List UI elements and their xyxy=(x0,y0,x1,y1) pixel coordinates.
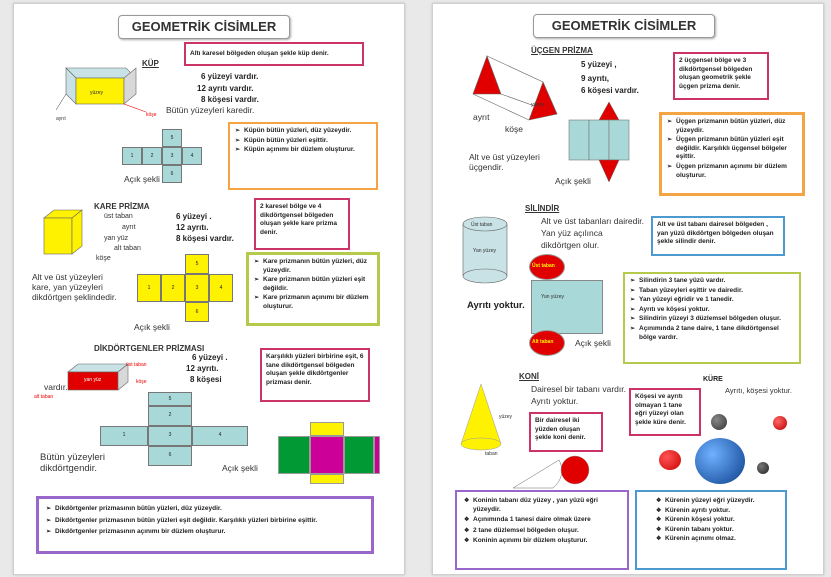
net-cell: 2 xyxy=(148,406,192,426)
kare-desc-3: dikdörtgen şeklindedir. xyxy=(32,292,117,302)
fact-item: ➢ Taban yüzeyleri eşittir ve dairedir. xyxy=(639,287,795,296)
dik-line-3: 8 köşesi xyxy=(190,375,222,384)
net-cell xyxy=(344,436,374,474)
fact-item: ➢ Kare prizmanın bütün yüzleri eşit değildir. xyxy=(263,276,373,293)
fact-item: ➢ Küpün açınımı bir düzlem oluşturur. xyxy=(244,146,372,155)
silindir-desc-2: Yan yüz açılınca xyxy=(541,228,603,238)
dik-definition: Karşılıklı yüzleri birbirine eşit, 6 tane dikdörtgensel bölgeden oluşan şekle dikdörtgenler prizması denir. xyxy=(266,353,364,386)
koni-desc-2: Ayrıtı yoktur. xyxy=(531,396,579,406)
fact-item: ❖ Koninin tabanı düz yüzey , yan yüzü eğri yüzeydir. xyxy=(473,497,621,514)
koni-heading: KONİ xyxy=(519,372,539,381)
right-page xyxy=(432,3,824,575)
fact-item: ➢ Ayrıtı ve köşesi yoktur. xyxy=(639,306,795,315)
dik-line-2: 12 ayrıtı. xyxy=(186,364,219,373)
net-cell: 4 xyxy=(192,426,248,446)
fact-item: ❖ Açınımında 1 tanesi daire olmak üzere xyxy=(473,516,621,525)
silindir-label-ust: Üst taban xyxy=(471,222,493,228)
koni-definition-box xyxy=(529,412,603,452)
ucgen-label-kose: köşe xyxy=(505,124,523,134)
net-cell: 1 xyxy=(100,426,148,446)
kup-label-kose: köşe xyxy=(146,112,157,118)
silindir-facts-box xyxy=(623,272,801,364)
ucgen-line-3: 6 köşesi vardır. xyxy=(581,86,639,95)
kare-facts-box xyxy=(246,252,380,326)
dik-label-yan: yan yüz xyxy=(84,377,102,383)
ucgen-line-2: 9 ayrıtı, xyxy=(581,74,610,83)
ucgen-prizma-net xyxy=(569,102,649,186)
dik-facts-box xyxy=(36,496,374,554)
fact-item: ❖ Koninin açınımı bir düzlem oluşturur. xyxy=(473,537,621,546)
dik-definition-box xyxy=(260,348,370,402)
net-cell: 5 xyxy=(162,129,182,147)
koni-label-yuzey: yüzey xyxy=(499,414,513,420)
koni-definition: Bir dairesel iki yüzden oluşan şekle koni denir. xyxy=(535,417,586,442)
fact-item: ➢ Küpün bütün yüzleri eşittir. xyxy=(244,137,372,146)
net-cell xyxy=(278,436,310,474)
ucgen-facts-box xyxy=(659,112,805,196)
net-cell: 2 xyxy=(142,147,162,165)
kure-facts-box xyxy=(635,490,787,570)
koni-3d-figure xyxy=(461,384,501,454)
kare-desc-2: kare, yan yüzeyleri xyxy=(32,282,103,292)
net-cell: 3 xyxy=(162,147,182,165)
koni-facts-box xyxy=(455,490,629,570)
kup-heading: KÜP xyxy=(142,59,159,68)
net-cell xyxy=(374,436,380,474)
fact-item: ➢ Dikdörtgenler prizmasının bütün yüzleri, düz yüzeydir. xyxy=(55,505,365,514)
kare-label-alt: alt taban xyxy=(114,245,141,252)
ucgen-desc-2: üçgendir. xyxy=(469,162,504,172)
net-cell: 3 xyxy=(185,274,209,302)
fact-item: ➢ Kare prizmanın bütün yüzleri, düz yüzeydir. xyxy=(263,258,373,275)
kup-definition: Altı kareseI bölgeden oluşan şekle küp denir. xyxy=(190,50,329,57)
kup-line-1: 6 yüzeyi vardır. xyxy=(201,72,259,81)
kare-acik-sekli: Açık şekli xyxy=(134,322,170,332)
kare-label-kose: köşe xyxy=(96,255,111,262)
fact-item: ➢ Üçgen prizmanın bütün yüzleri eşit değildir. Karşılıklı üçgensel bölgeler eşittir. xyxy=(676,136,798,162)
page-title: GEOMETRİK CİSİMLER xyxy=(118,15,290,39)
dik-label-ust: üst taban xyxy=(126,362,147,368)
ucgen-label-yuzey: yüzey xyxy=(531,102,545,108)
silindir-definition: Alt ve üst tabanı dairesel bölgeden , yan yüzü dikdörtgen bölgeden oluşan şekle silindir denir. xyxy=(657,221,774,246)
dik-label-kose: köşe xyxy=(136,379,147,385)
fact-item: ➢ Yan yüzeyi eğridir ve 1 tanedir. xyxy=(639,296,795,305)
net-cell: 1 xyxy=(137,274,161,302)
kare-line-2: 12 ayrıtı. xyxy=(176,223,209,232)
ucgen-definition: 2 üçgensel bölge ve 3 dikdörtgensel bölgeden oluşan geometrik şekle üçgen prizma denir. xyxy=(679,57,753,90)
net-cell xyxy=(310,422,344,436)
kure-desc: Ayrıtı, köşesi yoktur. xyxy=(725,386,792,395)
kup-label-ayrit: ayrıt xyxy=(56,116,66,122)
ucgen-definition-box xyxy=(673,52,769,100)
ucgen-prizma-3d-figure xyxy=(473,54,563,120)
fact-item: ➢ Silindirin 3 tane yüzü vardır. xyxy=(639,277,795,286)
net-cell: 5 xyxy=(148,392,192,406)
dik-desc-2: dikdörtgendir. xyxy=(40,463,98,474)
fact-item: ➢ Açınımında 2 tane daire, 1 tane dikdörtgensel bölge vardır. xyxy=(639,325,795,342)
sphere-red xyxy=(659,450,681,470)
dik-desc-1: Bütün yüzeyleri xyxy=(40,452,105,463)
net-cell xyxy=(310,436,344,474)
dik-line-1: 6 yüzeyi . xyxy=(192,353,228,362)
kare-label-ust: üst taban xyxy=(104,213,133,220)
ucgen-label-ayrit: ayrıt xyxy=(473,112,490,122)
kare-line-1: 6 yüzeyi . xyxy=(176,212,212,221)
kup-line-2: 12 ayrıtı vardır. xyxy=(197,84,254,93)
fact-item: ➢ Silindirin yüzeyi 3 düzlemsel bölgeden oluşur. xyxy=(639,315,795,324)
silindir-net-side xyxy=(531,280,603,334)
page-title: GEOMETRİK CİSİMLER xyxy=(533,14,715,38)
ucgen-acik-sekli: Açık şekli xyxy=(555,176,591,186)
fact-item: ➢ Dikdörtgenler prizmasının açınımı bir düzlem oluşturur. xyxy=(55,528,365,537)
fact-item: ➢ Üçgen prizmanın bütün yüzleri, düz yüzeydir. xyxy=(676,118,798,135)
kare-prizma-3d-figure xyxy=(44,210,94,256)
koni-net-figure xyxy=(513,452,593,492)
silindir-desc-3: dikdörtgen olur. xyxy=(541,240,600,250)
silindir-heading: SİLİNDİR xyxy=(525,204,560,213)
sphere-red-small xyxy=(773,416,787,430)
kup-definition-box xyxy=(184,42,364,66)
net-cell: 2 xyxy=(161,274,185,302)
kup-label-yuzey: yüzey xyxy=(90,90,104,96)
kare-desc-1: Alt ve üst yüzeyleri xyxy=(32,272,103,282)
kup-line-4: Bütün yüzeyleri karedir. xyxy=(166,105,255,115)
kure-heading: KÜRE xyxy=(703,376,723,383)
fact-item: ❖ Kürenin açınımı olmaz. xyxy=(665,535,779,544)
fact-item: ❖ 2 tane düzlemsel bölgeden oluşur. xyxy=(473,527,621,536)
net-cell: 6 xyxy=(185,302,209,322)
net-cell: 4 xyxy=(182,147,202,165)
silindir-net-top-label: Üst taban xyxy=(532,263,555,269)
sphere-earth xyxy=(695,438,745,484)
fact-item: ➢ Dikdörtgenler prizmasının bütün yüzleri eşit değildir. Karşılıklı yüzleri birbirine eşittir. xyxy=(55,517,365,526)
sphere-gray xyxy=(711,414,727,430)
kare-label-ayrit: ayrıt xyxy=(122,224,136,231)
fact-item: ➢ Kare prizmanın açınımı bir düzlem oluşturur. xyxy=(263,294,373,311)
net-cell xyxy=(310,474,344,484)
kure-definition: Köşesi ve ayrıtı olmayan 1 tane eğri yüzeyi olan şekle küre denir. xyxy=(635,393,686,426)
fact-item: ❖ Kürenin köşesi yoktur. xyxy=(665,516,779,525)
net-cell: 6 xyxy=(148,446,192,466)
sphere-dark xyxy=(757,462,769,474)
kare-prizma-heading: KARE PRİZMA xyxy=(94,202,150,211)
kure-definition-box xyxy=(629,388,701,436)
kup-line-3: 8 köşesi vardır. xyxy=(201,95,259,104)
dik-vardir: vardır. xyxy=(44,382,68,392)
dik-acik-sekli: Açık şekli xyxy=(222,463,258,473)
kup-acik-sekli: Açık şekli xyxy=(124,174,160,184)
silindir-net-bottom-label: Alt taban xyxy=(532,339,554,345)
ucgen-desc-1: Alt ve üst yüzeyleri xyxy=(469,152,540,162)
silindir-desc-1: Alt ve üst tabanları dairedir. xyxy=(541,216,645,226)
dik-label-alt: alt taban xyxy=(34,394,54,400)
dikdortgen-heading: DİKDÖRTGENLER PRİZMASI xyxy=(94,344,205,353)
fact-item: ➢ Küpün bütün yüzleri, düz yüzeydir. xyxy=(244,127,372,136)
left-page xyxy=(13,3,405,575)
net-cell: 4 xyxy=(209,274,233,302)
kare-definition-box xyxy=(254,198,350,250)
fact-item: ❖ Kürenin tabanı yoktur. xyxy=(665,526,779,535)
fact-item: ❖ Kürenin ayrıtı yoktur. xyxy=(665,507,779,516)
koni-label-taban: taban xyxy=(485,451,498,457)
silindir-net-side-label: Yan yüzey xyxy=(541,294,564,300)
net-cell: 1 xyxy=(122,147,142,165)
fact-item: ❖ Kürenin yüzeyi eğri yüzeydir. xyxy=(665,497,779,506)
silindir-label-yan: Yan yüzey xyxy=(473,248,496,254)
kare-line-3: 8 köşesi vardır. xyxy=(176,234,234,243)
kare-definition: 2 kareseI bölge ve 4 dikdörtgenseI bölgeden oluşan şekle kare prizma denir. xyxy=(260,203,337,236)
silindir-definition-box xyxy=(651,216,785,256)
koni-desc-1: Dairesel bir tabanı vardır. xyxy=(531,384,626,394)
silindir-acik-sekli: Açık şekli xyxy=(575,338,611,348)
silindir-ayrit: Ayrıtı yoktur. xyxy=(467,300,525,311)
ucgen-heading: ÜÇGEN PRİZMA xyxy=(531,46,593,55)
net-cell: 5 xyxy=(185,254,209,274)
kare-label-yan: yan yüz xyxy=(104,235,129,242)
net-cell: 3 xyxy=(148,426,192,446)
ucgen-line-1: 5 yüzeyi , xyxy=(581,60,617,69)
net-cell: 6 xyxy=(162,165,182,183)
fact-item: ➢ Üçgen prizmanın açınımı bir düzlem oluşturur. xyxy=(676,163,798,180)
kup-facts-box xyxy=(228,122,378,190)
